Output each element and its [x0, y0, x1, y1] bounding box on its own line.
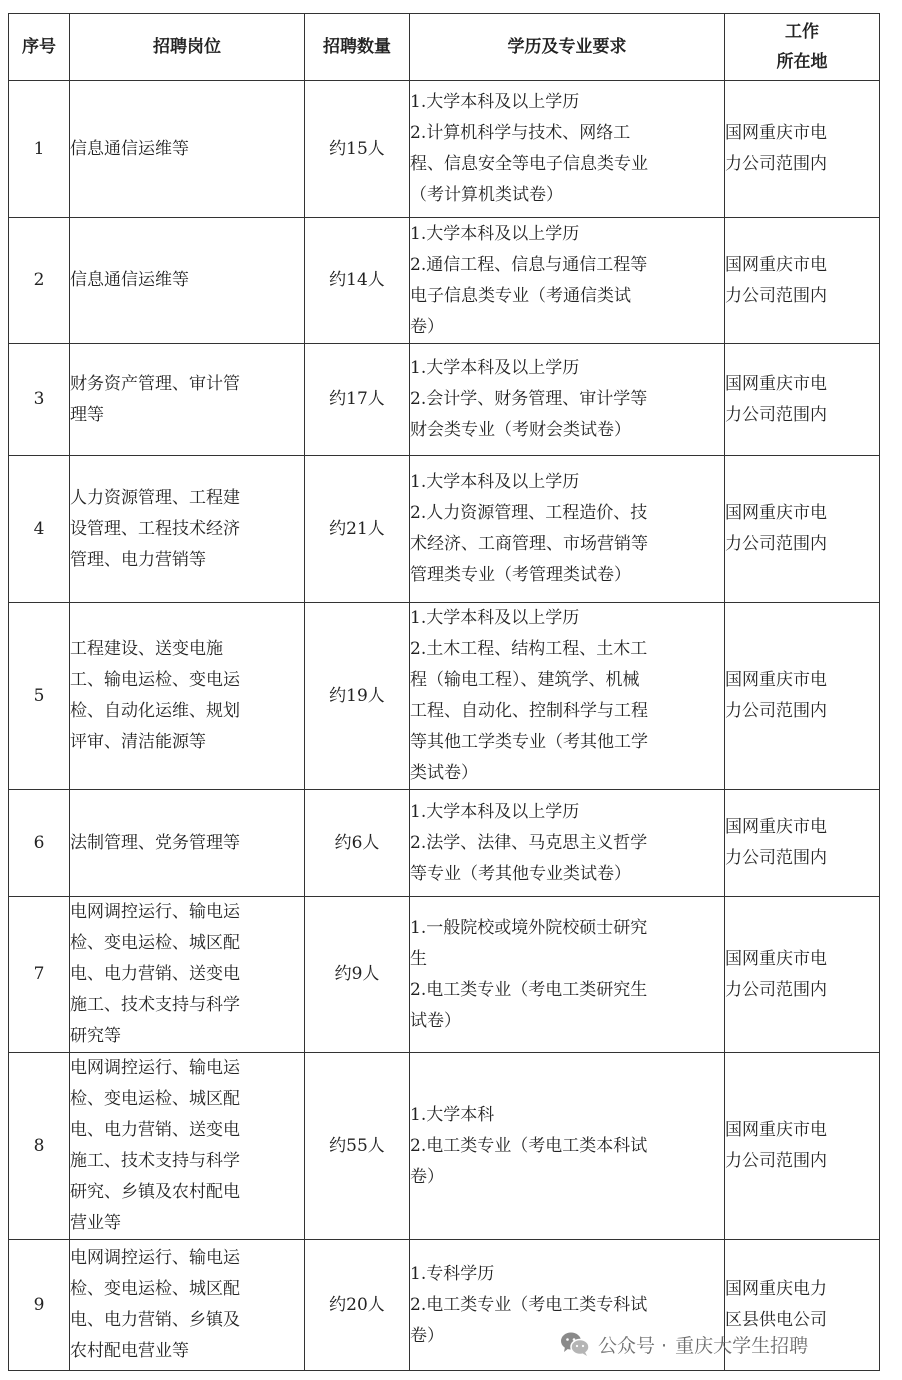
position-cell — [70, 790, 305, 897]
requirements-cell — [410, 344, 725, 456]
position-line: 研究等 — [70, 1026, 121, 1046]
work-location-cell — [725, 897, 880, 1053]
serial-number-cell: 8 — [9, 1053, 70, 1240]
requirement-line: 2.电工类专业（考电工类研究生 — [410, 979, 648, 1000]
requirement-line: 2.通信工程、信息与通信工程等 — [410, 254, 648, 275]
watermark-account-name: 重庆大学生招聘 — [675, 1334, 809, 1357]
header-work-location: 工作 所在地 — [725, 14, 880, 81]
headcount-cell: 约15人 — [305, 81, 410, 218]
wechat-icon — [560, 1331, 590, 1357]
headcount-cell: 约14人 — [305, 218, 410, 344]
position-line: 电、电力营销、送变电 — [70, 1120, 240, 1140]
position-line: 管理、电力营销等 — [70, 549, 206, 570]
table-row — [9, 790, 880, 897]
requirements-cell — [410, 897, 725, 1053]
location-line: 国网重庆市电 — [725, 373, 827, 394]
table-row — [9, 603, 880, 790]
requirement-line: 等专业（考其他专业类试卷） — [410, 863, 631, 884]
requirement-line: 1.大学本科及以上学历 — [410, 801, 580, 822]
position-cell — [70, 1053, 305, 1240]
location-line: 国网重庆市电 — [725, 817, 827, 837]
position-line: 检、变电运检、城区配 — [70, 1089, 240, 1109]
serial-number-cell: 2 — [9, 218, 70, 344]
requirement-line: 卷） — [410, 316, 444, 337]
position-line: 信息通信运维等 — [70, 270, 189, 290]
position-line: 工、输电运检、变电运 — [70, 670, 240, 690]
location-line: 力公司范围内 — [725, 1151, 827, 1171]
requirement-line: 2.电工类专业（考电工类本科试 — [410, 1135, 648, 1156]
watermark-label: 公众号 · — [598, 1334, 668, 1357]
location-line: 区县供电公司 — [725, 1310, 827, 1330]
requirements-cell — [410, 218, 725, 344]
location-line: 力公司范围内 — [725, 701, 827, 721]
position-line: 研究、乡镇及农村配电 — [70, 1182, 240, 1202]
serial-number-cell: 5 — [9, 603, 70, 790]
requirement-line: 等其他工学类专业（考其他工学 — [410, 732, 648, 752]
requirement-line: 生 — [410, 948, 427, 969]
position-line: 理等 — [70, 404, 104, 425]
location-line: 国网重庆市电 — [725, 503, 827, 523]
headcount-cell: 约20人 — [305, 1240, 410, 1371]
requirements-cell — [410, 81, 725, 218]
position-line: 农村配电营业等 — [70, 1341, 189, 1361]
position-line: 施工、技术支持与科学 — [70, 1151, 240, 1171]
position-line: 检、变电运检、城区配 — [70, 1279, 240, 1299]
requirement-line: 1.专科学历 — [410, 1263, 495, 1284]
position-line: 检、自动化运维、规划 — [70, 701, 240, 721]
serial-number-cell: 1 — [9, 81, 70, 218]
work-location-cell — [725, 1053, 880, 1240]
table-header-row — [9, 14, 880, 81]
work-location-cell — [725, 456, 880, 603]
requirement-line: 1.大学本科及以上学历 — [410, 358, 580, 378]
position-line: 营业等 — [70, 1213, 121, 1233]
watermark — [560, 1326, 808, 1362]
requirement-line: 类试卷） — [410, 763, 478, 783]
headcount-cell: 约17人 — [305, 344, 410, 456]
requirement-line: 工程、自动化、控制科学与工程 — [410, 701, 648, 721]
serial-number-cell: 4 — [9, 456, 70, 603]
location-line: 国网重庆电力 — [725, 1279, 827, 1299]
location-line: 国网重庆市电 — [725, 123, 827, 143]
table-row — [9, 344, 880, 456]
header-requirements: 学历及专业要求 — [410, 14, 725, 81]
requirement-line: 卷） — [410, 1325, 444, 1346]
position-line: 电网调控运行、输电运 — [70, 1248, 240, 1268]
position-line: 电、电力营销、送变电 — [70, 964, 240, 984]
requirement-line: 2.会计学、财务管理、审计学等 — [410, 389, 648, 409]
location-line: 国网重庆市电 — [725, 948, 827, 969]
position-line: 电网调控运行、输电运 — [70, 1058, 240, 1078]
position-line: 评审、清洁能源等 — [70, 732, 206, 752]
headcount-cell: 约6人 — [305, 790, 410, 897]
header-serial-number: 序号 — [9, 14, 70, 81]
requirement-line: 1.大学本科及以上学历 — [410, 92, 580, 112]
requirements-cell — [410, 603, 725, 790]
requirement-line: 1.大学本科及以上学历 — [410, 223, 580, 244]
serial-number-cell: 3 — [9, 344, 70, 456]
requirement-line: 2.电工类专业（考电工类专科试 — [410, 1294, 648, 1315]
position-cell — [70, 218, 305, 344]
work-location-cell — [725, 218, 880, 344]
requirement-line: 卷） — [410, 1166, 444, 1187]
requirement-line: 财会类专业（考财会类试卷） — [410, 420, 631, 440]
table-row — [9, 456, 880, 603]
work-location-cell — [725, 344, 880, 456]
work-location-cell — [725, 603, 880, 790]
headcount-cell: 约9人 — [305, 897, 410, 1053]
table-body — [9, 81, 880, 1371]
recruitment-table — [8, 13, 880, 1371]
serial-number-cell: 9 — [9, 1240, 70, 1371]
position-line: 施工、技术支持与科学 — [70, 995, 240, 1015]
position-cell — [70, 603, 305, 790]
requirement-line: （考计算机类试卷） — [410, 185, 563, 205]
location-line: 力公司范围内 — [725, 285, 827, 306]
requirement-line: 程（输电工程）、建筑学、机械 — [410, 670, 640, 690]
table-row — [9, 897, 880, 1053]
serial-number-cell: 7 — [9, 897, 70, 1053]
location-line: 力公司范围内 — [725, 154, 827, 174]
position-line: 法制管理、党务管理等 — [70, 832, 240, 853]
requirements-cell — [410, 790, 725, 897]
requirement-line: 2.人力资源管理、工程造价、技 — [410, 503, 648, 523]
header-position: 招聘岗位 — [70, 14, 305, 81]
position-line: 设管理、工程技术经济 — [70, 518, 240, 539]
position-cell — [70, 81, 305, 218]
headcount-cell: 约21人 — [305, 456, 410, 603]
position-line: 电、电力营销、乡镇及 — [70, 1310, 240, 1330]
requirement-line: 程、信息安全等电子信息类专业 — [410, 154, 648, 174]
requirement-line: 1.一般院校或境外院校硕士研究 — [410, 917, 648, 938]
table-row — [9, 1053, 880, 1240]
requirements-cell — [410, 1053, 725, 1240]
table-row — [9, 218, 880, 344]
position-cell — [70, 344, 305, 456]
requirement-line: 术经济、工商管理、市场营销等 — [410, 534, 648, 554]
requirement-line: 1.大学本科及以上学历 — [410, 608, 580, 628]
position-line: 工程建设、送变电施 — [70, 639, 223, 659]
requirements-cell — [410, 456, 725, 603]
headcount-cell: 约55人 — [305, 1053, 410, 1240]
table-row — [9, 81, 880, 218]
work-location-cell — [725, 81, 880, 218]
requirement-line: 电子信息类专业（考通信类试 — [410, 285, 631, 306]
location-line: 力公司范围内 — [725, 979, 827, 1000]
position-cell — [70, 1240, 305, 1371]
header-headcount: 招聘数量 — [305, 14, 410, 81]
requirement-line: 2.法学、法律、马克思主义哲学 — [410, 832, 648, 853]
serial-number-cell: 6 — [9, 790, 70, 897]
position-cell — [70, 897, 305, 1053]
location-line: 力公司范围内 — [725, 848, 827, 868]
headcount-cell: 约19人 — [305, 603, 410, 790]
position-line: 财务资产管理、审计管 — [70, 373, 240, 394]
requirement-line: 1.大学本科及以上学历 — [410, 472, 580, 492]
position-cell — [70, 456, 305, 603]
work-location-cell — [725, 790, 880, 897]
position-line: 人力资源管理、工程建 — [70, 487, 240, 508]
position-line: 电网调控运行、输电运 — [70, 902, 240, 922]
location-line: 国网重庆市电 — [725, 1120, 827, 1140]
location-line: 国网重庆市电 — [725, 254, 827, 275]
location-line: 力公司范围内 — [725, 404, 827, 425]
requirement-line: 试卷） — [410, 1010, 461, 1031]
location-line: 国网重庆市电 — [725, 670, 827, 690]
requirement-line: 2.计算机科学与技术、网络工 — [410, 123, 631, 143]
position-line: 检、变电运检、城区配 — [70, 933, 240, 953]
position-line: 信息通信运维等 — [70, 138, 189, 159]
location-line: 力公司范围内 — [725, 534, 827, 554]
requirement-line: 管理类专业（考管理类试卷） — [410, 565, 631, 585]
requirement-line: 2.土木工程、结构工程、土木工 — [410, 639, 648, 659]
requirement-line: 1.大学本科 — [410, 1104, 495, 1125]
